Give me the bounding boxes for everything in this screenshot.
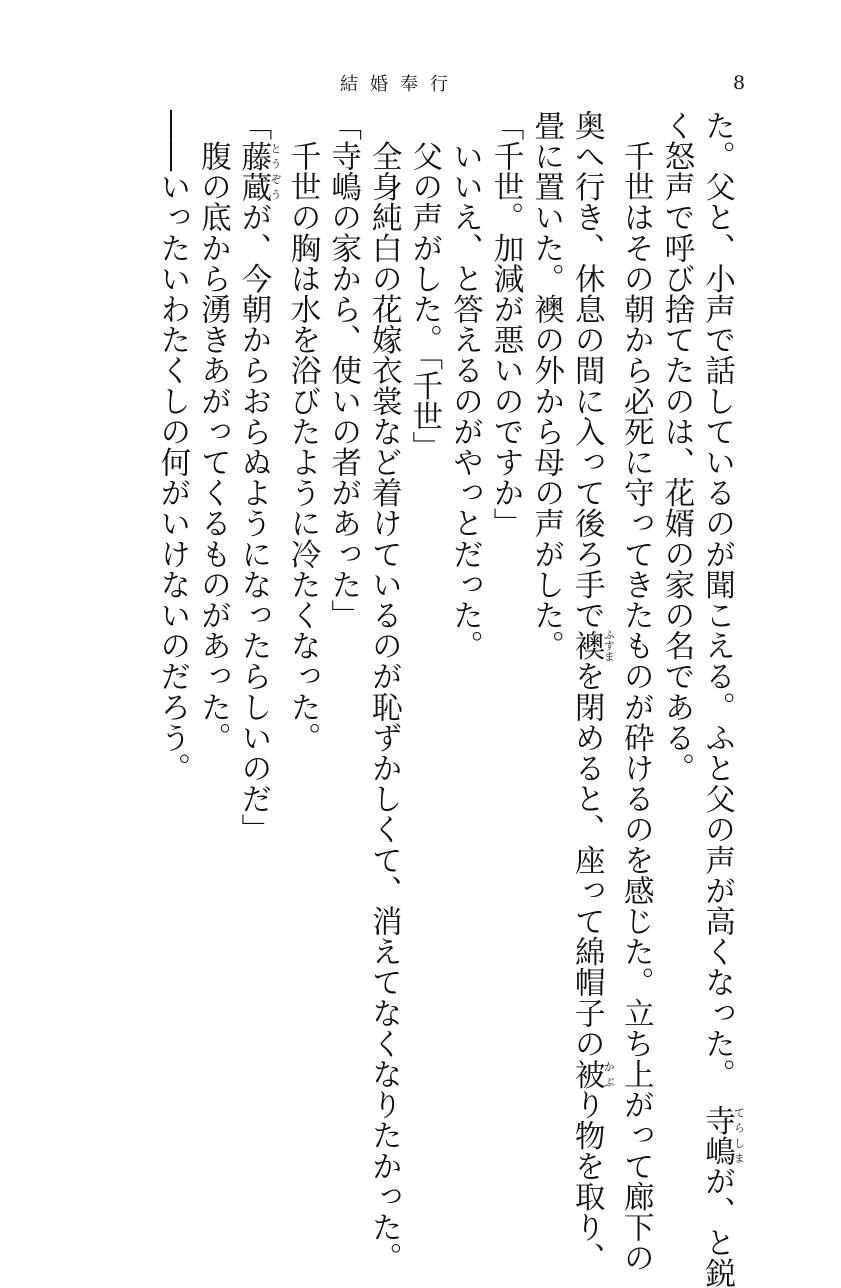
ruby-reading: てらしま [732,1104,746,1166]
text-line-11: 千世の胸は水を浴びたように冷たくなった。 [285,140,321,753]
text-line-9: 全身純白の花嫁衣裳など着けているのが恥ずかしくて、消えてなくなりたかった。 [366,140,402,1273]
text-line-13: 腹の底から湧きあがってくるものがあった。 [195,140,231,753]
ruby-reading: とうぞう [268,140,282,202]
running-title: 結婚奉行 [340,74,460,95]
text-segment: が、と鋭 [699,1165,735,1288]
text-line-5: 畳に置いた。襖の外から母の声がした。 [528,110,564,661]
text-line-6: 「千世。加減が悪いのですか」 [488,110,524,539]
ruby-terashima: 寺嶋てらしま [699,1104,746,1166]
body-text [154,110,746,1288]
page-number: 8 [733,72,746,94]
text-line-2: く怒声で呼び捨てたのは、花婿の家の名である。 [658,110,694,784]
text-line-12: 「藤蔵とうぞうが、今朝からおらぬようになったらしいのだ」 [235,110,282,845]
text-line-4: 奥へ行き、休息の間に入って後ろ手で襖ふすまを閉めると、座って綿帽子の被かぶり物を取り、 [569,110,616,1273]
ruby-touzou: 藤蔵とうぞう [235,140,282,202]
ruby-kabu: 被かぶ [569,1058,616,1090]
text-line-1 [696,110,746,1288]
text-line-14: ――いったいわたくしの何がいけないのだろう。 [154,110,190,784]
text-line-10: 「寺嶋の家から、使いの者があった」 [325,110,361,631]
text-line-8: 父の声がした。「千世」 [406,140,442,462]
text-line-3: 千世はその朝から必死に守ってきたものが砕けるのを感じた。立ち上がって廊下の [618,140,654,1273]
text-segment: た。父と、小声で話しているのが聞こえる。ふと父の声が高くなった。 [699,110,735,1074]
text-line-7: いいえ、と答えるのがやっとだった。 [447,140,483,661]
ruby-reading: かぶ [602,1058,616,1090]
ruby-fusuma: 襖ふすま [569,629,616,663]
ruby-reading: ふすま [602,629,616,663]
